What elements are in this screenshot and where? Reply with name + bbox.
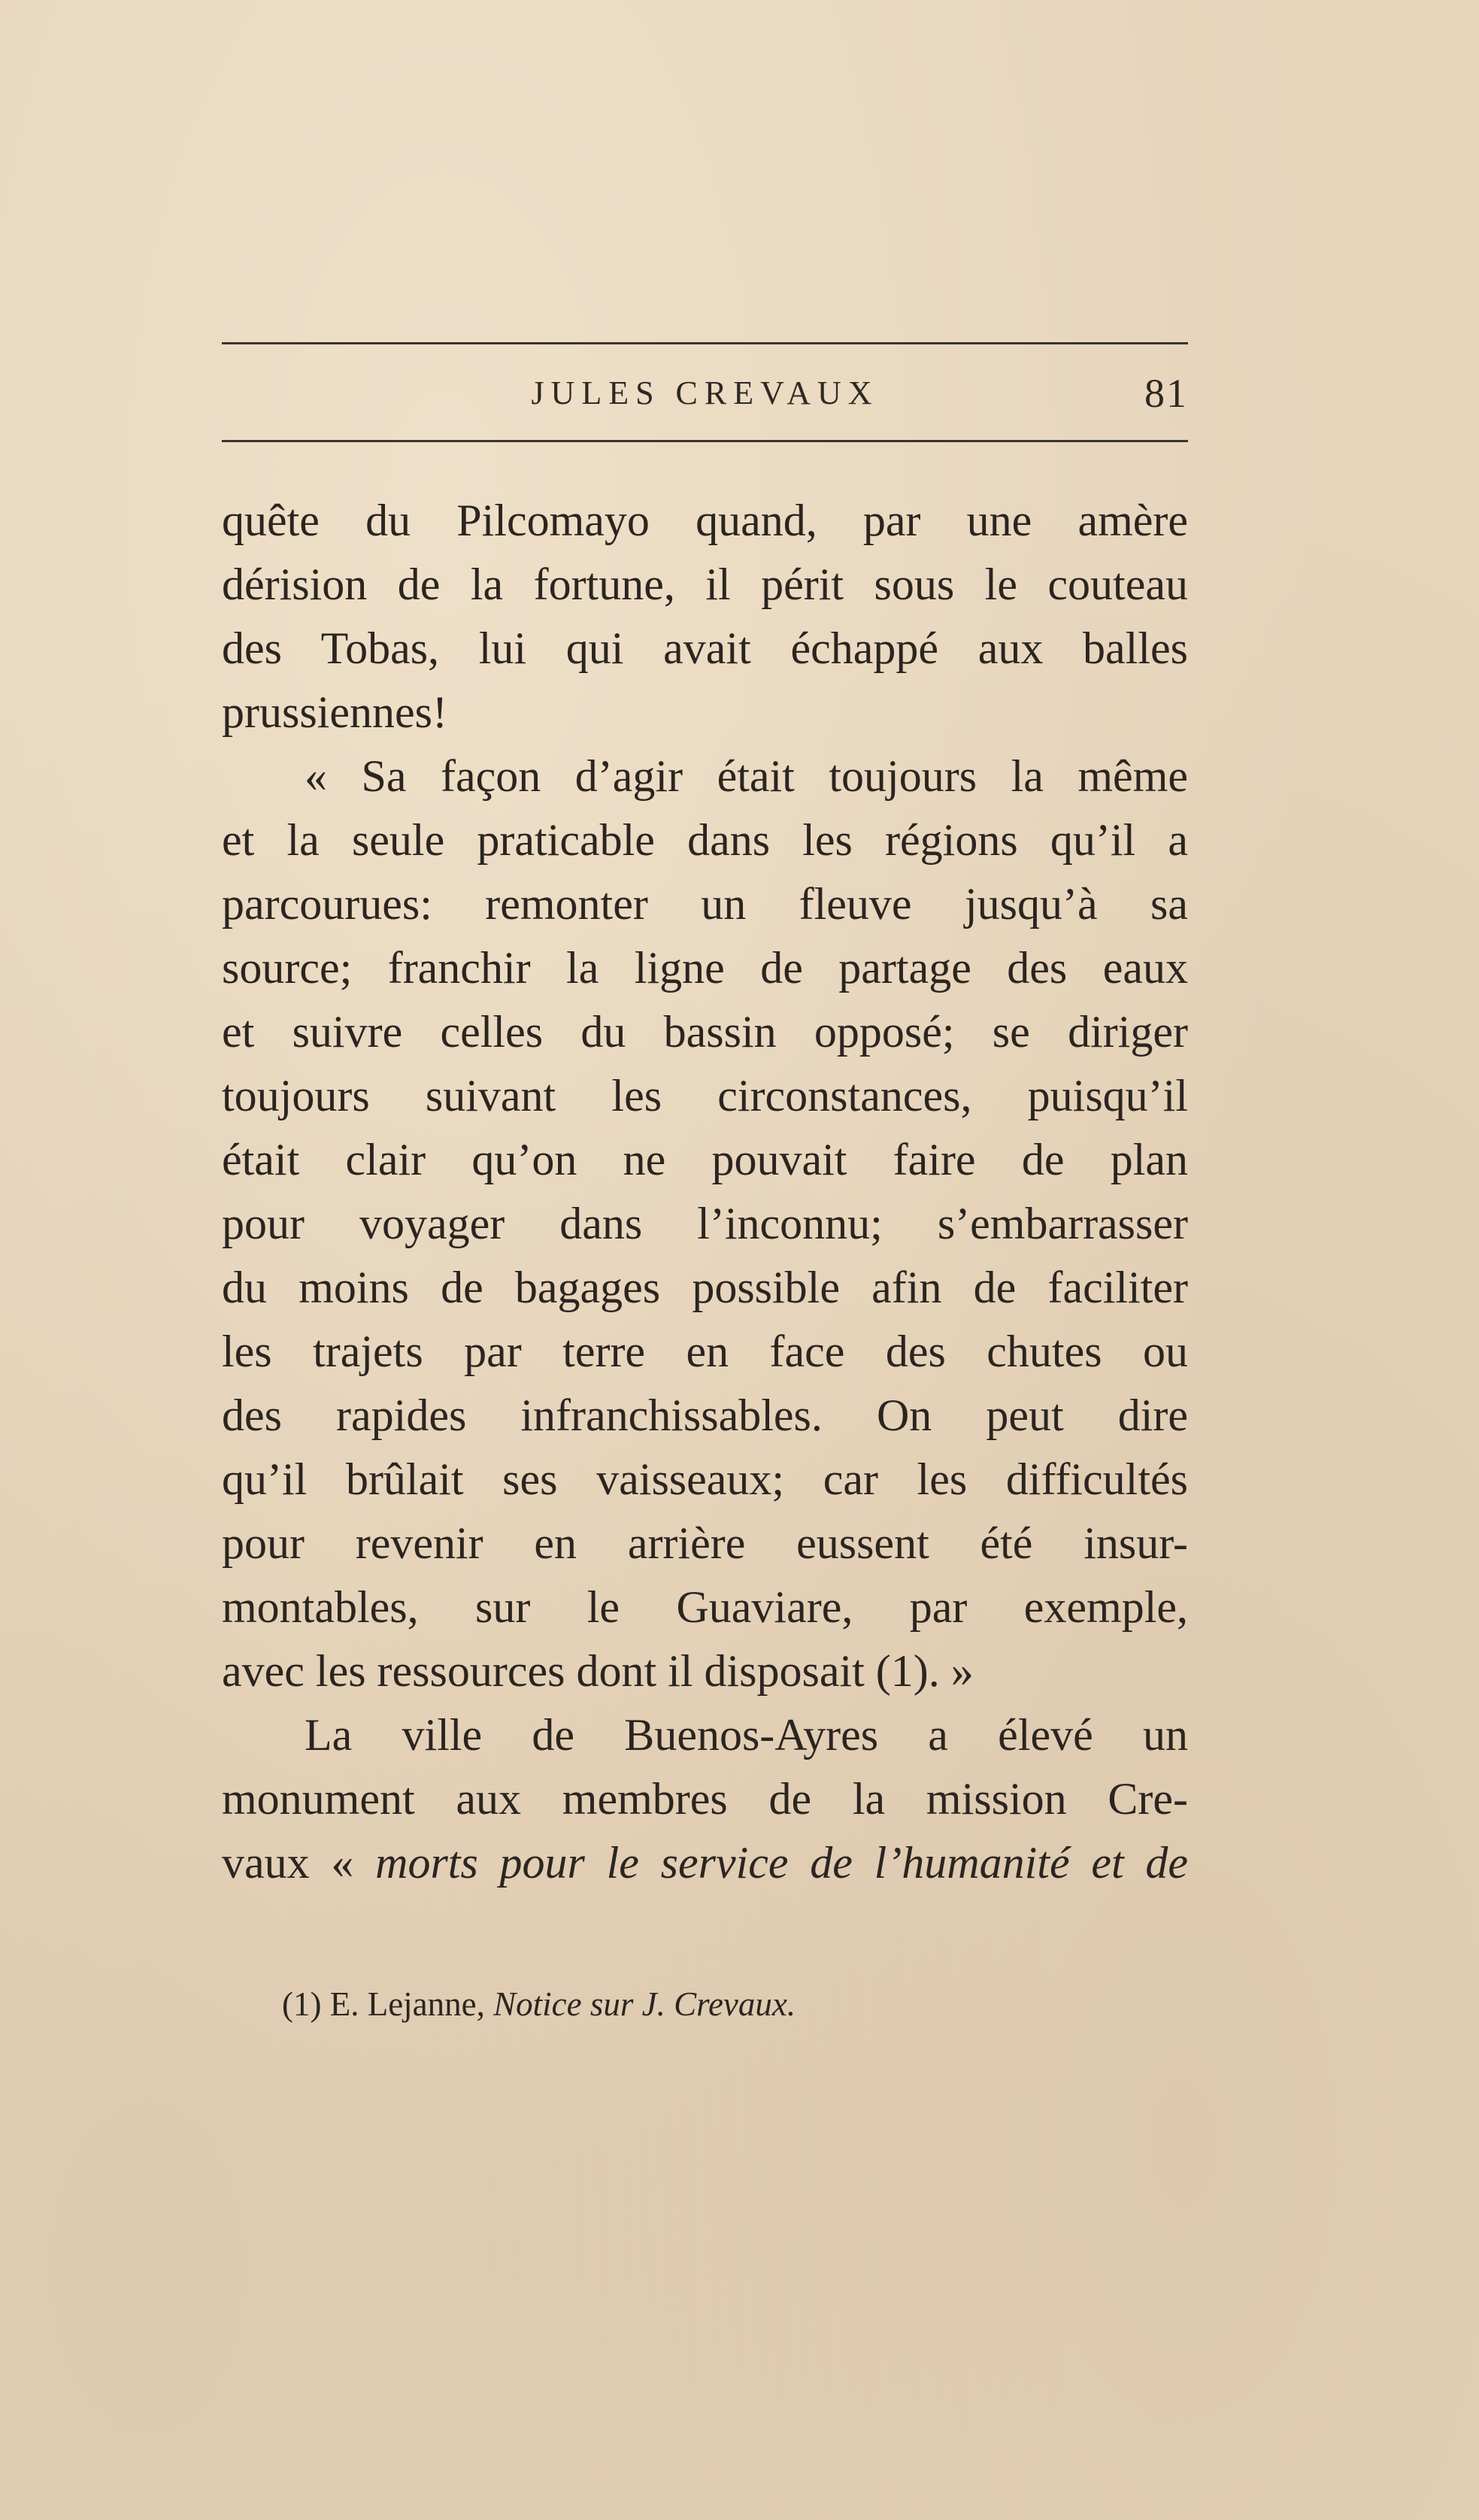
- running-title: JULES CREVAUX: [531, 375, 879, 411]
- text-line: dérision de la fortune, il périt sous le couteau: [222, 559, 1188, 609]
- text-roman-part: vaux «: [222, 1838, 376, 1888]
- text-line: qu’il brûlait ses vaisseaux; car les difficultés: [222, 1454, 1188, 1504]
- text-line: les trajets par terre en face des chutes ou: [222, 1327, 1188, 1376]
- text-line: avec les ressources dont il disposait (1). »: [222, 1646, 974, 1696]
- footnote: [282, 1978, 796, 2030]
- text-line: du moins de bagages possible afin de faciliter: [222, 1263, 1188, 1312]
- text-line: était clair qu’on ne pouvait faire de plan: [222, 1135, 1188, 1184]
- text-line: La ville de Buenos-Ayres a élevé un: [305, 1710, 1188, 1760]
- text-line: pour voyager dans l’inconnu; s’embarrasser: [222, 1199, 1188, 1248]
- text-line-mixed: [222, 1831, 1188, 1895]
- text-line: source; franchir la ligne de partage des eaux: [222, 943, 1188, 993]
- header-rule-top: [222, 342, 1188, 344]
- footnote-marker: (1) E. Lejanne,: [282, 1985, 494, 2023]
- running-head: [222, 367, 1188, 420]
- text-line: toujours suivant les circonstances, puisqu’il: [222, 1071, 1188, 1121]
- header-rule-bottom: [222, 440, 1188, 442]
- page-number: 81: [1144, 371, 1188, 416]
- body-text: [222, 489, 1188, 1895]
- text-italic-part: morts pour le service de l’humanité et de: [375, 1838, 1188, 1888]
- text-line: monument aux membres de la mission Cre-: [222, 1774, 1188, 1824]
- text-line: montables, sur le Guaviare, par exemple,: [222, 1582, 1188, 1632]
- text-line: quête du Pilcomayo quand, par une amère: [222, 496, 1188, 545]
- text-line: prussiennes!: [222, 687, 447, 737]
- footnote-title: Notice sur J. Crevaux.: [493, 1985, 796, 2023]
- text-line: « Sa façon d’agir était toujours la même: [305, 751, 1188, 801]
- text-line: pour revenir en arrière eussent été insur-: [222, 1518, 1188, 1568]
- text-line: des Tobas, lui qui avait échappé aux balles: [222, 623, 1188, 673]
- text-line: et suivre celles du bassin opposé; se diriger: [222, 1007, 1188, 1057]
- text-line: parcourues: remonter un fleuve jusqu’à sa: [222, 879, 1188, 929]
- text-line: et la seule praticable dans les régions qu’il a: [222, 815, 1188, 865]
- text-line: des rapides infranchissables. On peut dire: [222, 1390, 1188, 1440]
